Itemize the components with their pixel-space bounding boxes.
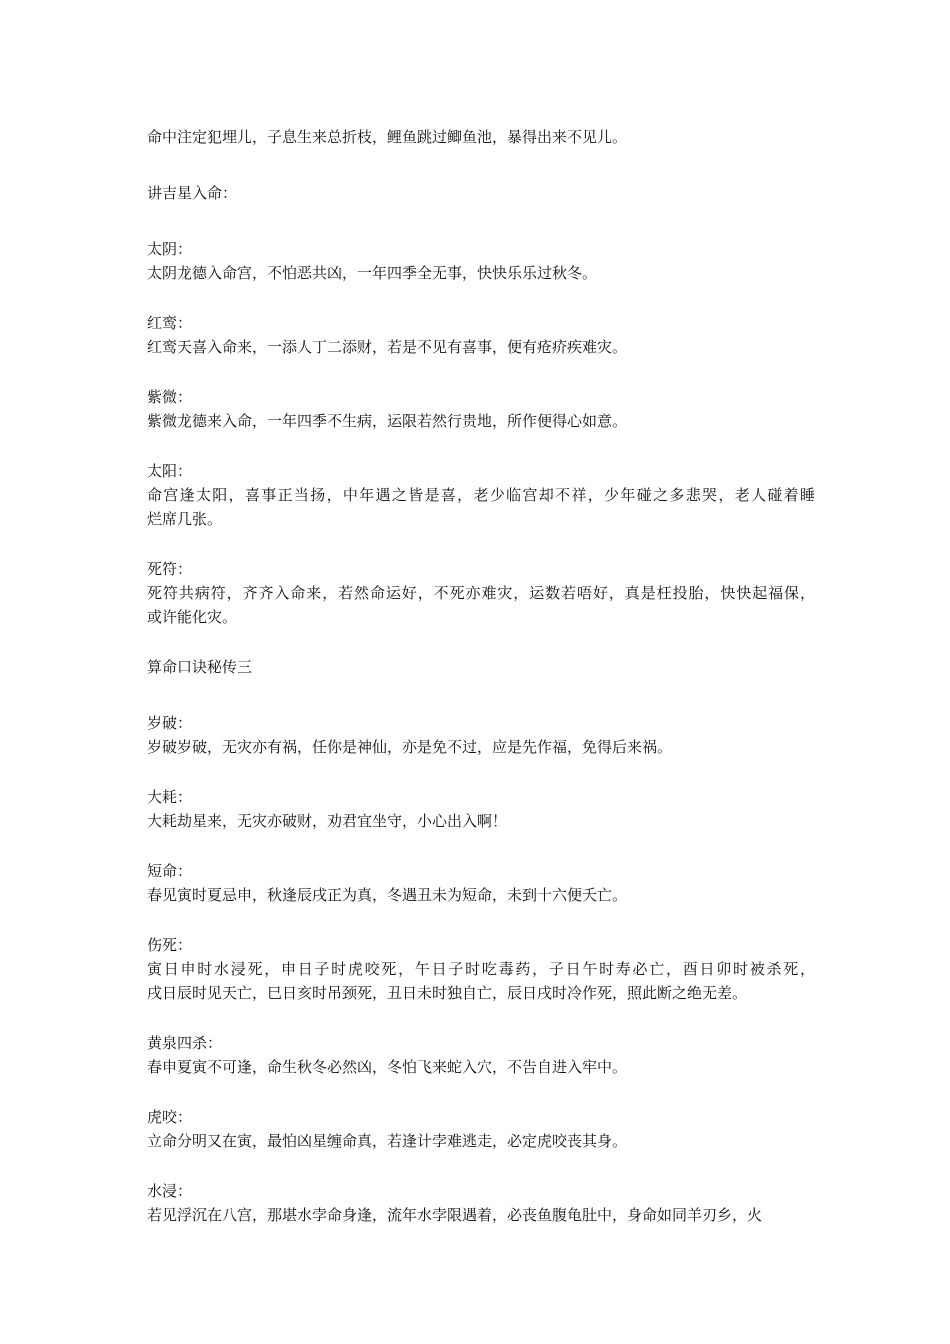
entry-text-line: 烂席几张。 <box>147 510 223 528</box>
lucky-stars-list <box>147 237 815 629</box>
entry-block <box>147 711 815 759</box>
document-page <box>147 125 815 1253</box>
entry-text-line: 寅日申时水浸死，申日子时虎咬死，午日子时吃毒药，子日午时寿必亡，酉日卯时被杀死， <box>147 960 815 978</box>
entry-title: 虎咬： <box>147 1108 193 1126</box>
entry-block <box>147 859 815 907</box>
entry-block <box>147 785 815 833</box>
entry-block <box>147 237 815 285</box>
lucky-stars-heading: 讲吉星入命： <box>147 184 238 202</box>
entry-text-line: 或许能化灾。 <box>147 608 238 626</box>
intro-line: 命中注定犯埋儿，子息生来总折枝，鲤鱼跳过鲫鱼池，暴得出来不见儿。 <box>147 128 628 146</box>
entry-text-line: 命宫逢太阳，喜事正当扬，中年遇之皆是喜，老少临宫却不祥，少年碰之多悲哭，老人碰着睡 <box>147 486 815 504</box>
entry-title: 太阴： <box>147 240 193 258</box>
entry-block <box>147 557 815 629</box>
entry-block <box>147 311 815 359</box>
entry-text-line: 若见浮沉在八宫，那堪水孛命身逢，流年水孛限遇着，必丧鱼腹龟肚中，身命如同羊刃乡，火 <box>147 1206 763 1224</box>
entry-title: 伤死： <box>147 936 193 954</box>
entry-text-line: 红鸾天喜入命来，一添人丁二添财，若是不见有喜事，便有疮疥疾难灾。 <box>147 338 628 356</box>
entry-text-line: 戌日辰时见天亡，巳日亥时吊颈死，丑日未时独自亡，辰日戌时冷作死，照此断之绝无差。 <box>147 984 748 1002</box>
section-three-heading: 算命口诀秘传三 <box>147 658 253 676</box>
entry-text-line: 太阴龙德入命宫，不怕恶共凶，一年四季全无事，快快乐乐过秋冬。 <box>147 264 598 282</box>
entry-title: 黄泉四杀： <box>147 1034 223 1052</box>
entry-title: 大耗： <box>147 788 193 806</box>
section-three-list <box>147 711 815 1227</box>
entry-block <box>147 1031 815 1079</box>
entry-text-line: 大耗劫星来，无灾亦破财，劝君宜坐守，小心出入啊！ <box>147 812 508 830</box>
entry-block <box>147 1105 815 1153</box>
entry-title: 红鸾： <box>147 314 193 332</box>
entry-title: 岁破： <box>147 714 193 732</box>
entry-block <box>147 385 815 433</box>
entry-block <box>147 933 815 1005</box>
entry-text-line: 春申夏寅不可逢，命生秋冬必然凶，冬怕飞来蛇入穴，不告自进入牢中。 <box>147 1058 628 1076</box>
entry-text-line: 死符共病符，齐齐入命来，若然命运好，不死亦难灾，运数若唔好，真是枉投胎，快快起福保， <box>147 584 815 602</box>
entry-title: 死符： <box>147 560 193 578</box>
entry-text-line: 岁破岁破，无灾亦有祸，任你是神仙，亦是免不过，应是先作福，免得后来祸。 <box>147 738 673 756</box>
entry-title: 太阳： <box>147 462 193 480</box>
entry-title: 紫微： <box>147 388 193 406</box>
entry-text-line: 紫微龙德来入命，一年四季不生病，运限若然行贵地，所作便得心如意。 <box>147 412 628 430</box>
entry-title: 短命： <box>147 862 193 880</box>
entry-text-line: 春见寅时夏忌申，秋逢辰戌正为真，冬遇丑未为短命，未到十六便夭亡。 <box>147 886 628 904</box>
entry-text-line: 立命分明又在寅，最怕凶星缠命真，若逢计孛难逃走，必定虎咬丧其身。 <box>147 1132 628 1150</box>
entry-title: 水浸： <box>147 1182 193 1200</box>
entry-block <box>147 1179 815 1227</box>
entry-block <box>147 459 815 531</box>
